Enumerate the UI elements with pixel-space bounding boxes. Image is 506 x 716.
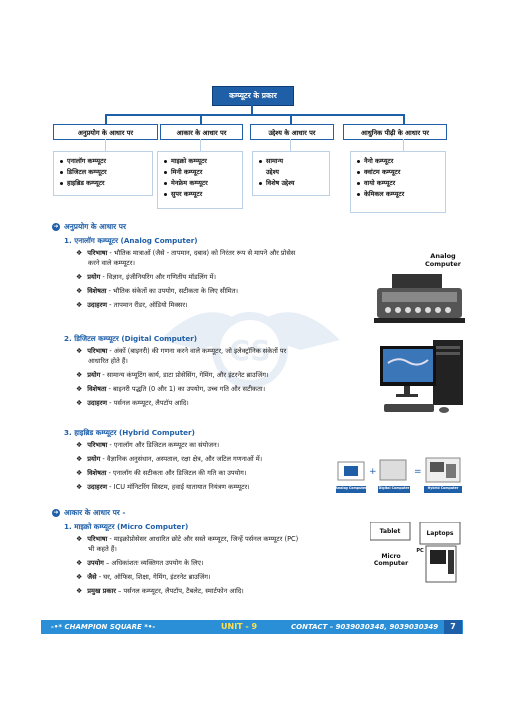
point-item: करने वाले कम्प्यूटर।: [88, 259, 135, 267]
arrow-circle-icon: ➜: [53, 509, 59, 516]
digital-points: [76, 346, 286, 408]
list-item: एनालॉग कम्प्यूटर: [60, 156, 148, 167]
point-item: ❖ प्रमुख प्रकार – पर्सनल कम्प्यूटर, लैपटॉप, टैबलेट, स्मार्टफोन आदि।: [76, 587, 244, 595]
point-item: ❖ विशेषता - भौतिक संकेतों का उपयोग, सटीकता के लिए सीमित।: [76, 287, 238, 295]
list-item: सुपर कम्प्यूटर: [164, 189, 238, 200]
connector: [105, 139, 106, 151]
list-item: केमिकल कम्प्यूटर: [357, 189, 441, 200]
hybrid-points: [76, 440, 262, 492]
point-item: ❖ उपयोग – अधिकांशतः व्यक्तिगत उपयोग के लिए।: [76, 559, 204, 567]
list-item: डिजिटल कम्प्यूटर: [60, 167, 148, 178]
arrow-circle-icon: ➜: [53, 223, 59, 230]
category-list: [252, 151, 330, 196]
point-item: ❖ प्रयोग - विज्ञान, इंजीनियरिंग और गणितीय मॉडलिंग में।: [76, 273, 216, 281]
device-label: Laptops: [426, 530, 454, 537]
point-item: ❖ परिभाषा - अंकों (बाइनरी) की गणना करने वाले कम्प्यूटर, जो इलेक्ट्रॉनिक संकेतों पर: [76, 347, 287, 355]
subsection-title: 3. हाइब्रिड कम्प्यूटर (Hybrid Computer): [64, 428, 195, 437]
device-label: Tablet: [379, 528, 401, 535]
connector: [105, 114, 107, 124]
digital-computer-image: [378, 338, 468, 418]
analog-computer-image: [372, 270, 467, 325]
list-item: नैनो कम्प्यूटर: [357, 156, 441, 167]
point-item: ❖ परिभाषा - माइक्रोप्रोसेसर आधारित छोटे और सस्ते कम्प्यूटर, जिन्हें पर्सनल कम्प्यूटर (PC): [76, 535, 299, 543]
svg-text:CS: CS: [229, 334, 271, 367]
micro-points: [76, 534, 298, 596]
point-item: ❖ उदाहरण - पर्सनल कम्प्यूटर, लैपटॉप आदि।: [76, 399, 189, 407]
micro-computer-caption: Micro Computer: [373, 553, 409, 567]
list-item: मिनी कम्प्यूटर: [164, 167, 238, 178]
category-list: [53, 151, 153, 196]
connector: [200, 114, 202, 124]
point-item: ❖ परिभाषा - एनालॉग और डिजिटल कम्प्यूटर का संयोजन।: [76, 441, 220, 449]
subsection-title: 1. माइक्रो कम्प्यूटर (Micro Computer): [64, 522, 189, 531]
connector: [200, 139, 201, 151]
point-item: ❖ प्रयोग - वैज्ञानिक अनुसंधान, अस्पताल, रक्षा क्षेत्र, और जटिल गणनाओं में।: [76, 455, 263, 463]
page-number: 7: [444, 620, 462, 634]
list-item: सामान्य: [259, 156, 325, 167]
point-item: ❖ परिभाषा - भौतिक मात्राओं (जैसे - तापमान, दबाव) को निरंतर रूप से मापने और प्रोसेस: [76, 249, 296, 257]
connector: [105, 114, 404, 116]
hybrid-label: Hybrid Computer: [427, 486, 459, 490]
list-item: वायो कम्प्यूटर: [357, 178, 441, 189]
list-item: उद्देश्य: [266, 168, 280, 176]
point-item: ❖ विशेषता - बाइनरी पद्धति (0 और 1) का उपयोग, उच्च गति और सटीकता।: [76, 385, 266, 393]
list-item: विशेष उद्देश्य: [259, 178, 325, 189]
unit-label: UNIT - 9: [221, 622, 258, 631]
section-heading: ➜ आकार के आधार पर -: [53, 508, 126, 517]
connector: [290, 114, 292, 124]
svg-text:=: =: [414, 467, 422, 477]
list-item: हाइब्रिड कम्प्यूटर: [60, 178, 148, 189]
section-heading: ➜ अनुप्रयोग के आधार पर: [53, 222, 126, 231]
point-item: ❖ उदाहरण - ICU मॉनिटरिंग सिस्टम, हवाई यातायात नियंत्रण कम्प्यूटर।: [76, 483, 250, 491]
list-item: मेनफ्रेम कम्प्यूटर: [164, 178, 238, 189]
footer-bar: [41, 620, 463, 634]
analog-computer-caption: Analog Computer: [424, 252, 461, 268]
point-item: ❖ विशेषता - एनालॉग की सटीकता और डिजिटल की गति का उपयोग।: [76, 469, 247, 477]
point-item: ❖ जैसे - घर, ऑफिस, शिक्षा, गेमिंग, इंटरनेट ब्राउजिंग।: [76, 573, 211, 581]
svg-text:+: +: [369, 467, 377, 477]
contact-info: CONTACT – 9039030348, 9039030349: [291, 623, 439, 631]
brand-name: -•* CHAMPION SQUARE *•-: [51, 623, 156, 631]
point-item: आधारित होते हैं।: [88, 357, 128, 365]
connector: [403, 114, 405, 124]
analog-points: [76, 248, 295, 310]
connector: [251, 104, 253, 114]
diagram-root: कम्प्यूटर के प्रकार: [212, 86, 294, 106]
category-box: उद्देश्य के आधार पर: [250, 124, 334, 140]
list-item: माइक्रो कम्प्यूटर: [164, 156, 238, 167]
subsection-title: 1. एनालॉग कम्प्यूटर (Analog Computer): [64, 236, 198, 245]
point-item: ❖ प्रयोग - सामान्य कंप्यूटिंग कार्य, डाटा प्रोसेसिंग, गेमिंग, और इंटरनेट ब्राउजिंग।: [76, 371, 269, 379]
hybrid-label: Digital Computer: [378, 486, 410, 490]
point-item: भी कहते हैं।: [88, 545, 117, 553]
hybrid-label: Analog Computer: [335, 486, 367, 490]
connector: [403, 139, 404, 151]
category-box: अनुप्रयोग के आधार पर: [53, 124, 158, 140]
category-box: आधुनिक पीढ़ी के आधार पर: [343, 124, 447, 140]
connector: [290, 139, 291, 151]
list-item: क्वांटम कम्प्यूटर: [357, 167, 441, 178]
category-list: [157, 151, 243, 209]
subsection-title: 2. डिजिटल कम्प्यूटर (Digital Computer): [64, 334, 198, 343]
point-item: ❖ उदाहरण - तापमान रीडर, ऑडियो मिक्सर।: [76, 301, 188, 309]
category-box: आकार के आधार पर: [160, 124, 243, 140]
category-list: [350, 151, 446, 213]
device-label: PC: [416, 548, 424, 554]
